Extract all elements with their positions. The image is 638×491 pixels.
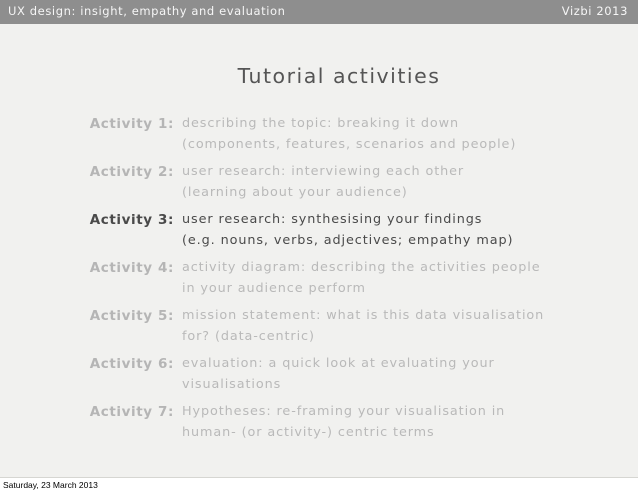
activity-label: Activity 3: xyxy=(89,212,174,228)
activity-description-line-1: user research: synthesising your findings xyxy=(182,212,483,227)
activity-label: Activity 7: xyxy=(89,404,174,420)
activity-description-line-1: user research: interviewing each other xyxy=(182,164,465,179)
slide-title: Tutorial activities xyxy=(237,64,441,88)
activity-label: Activity 4: xyxy=(89,260,174,276)
activity-label: Activity 6: xyxy=(89,356,174,372)
activity-description-line-1: activity diagram: describing the activities people xyxy=(182,260,541,275)
header-event-name: Vizbi 2013 xyxy=(561,4,628,18)
activity-description-line-1: describing the topic: breaking it down xyxy=(182,116,459,131)
header-bar xyxy=(0,0,638,24)
activity-description-line-2: in your audience perform xyxy=(182,281,366,296)
activity-description-line-1: mission statement: what is this data visualisation xyxy=(182,308,545,323)
activity-description-line-1: evaluation: a quick look at evaluating your xyxy=(182,356,495,371)
activity-label: Activity 5: xyxy=(89,308,174,324)
activity-description-line-2: (components, features, scenarios and people) xyxy=(182,137,517,152)
activity-label: Activity 1: xyxy=(89,116,174,132)
activity-item-2 xyxy=(0,164,638,212)
header-course-title: UX design: insight, empathy and evaluation xyxy=(8,4,286,18)
activity-description-line-2: (e.g. nouns, verbs, adjectives; empathy map) xyxy=(182,233,514,248)
activity-item-7 xyxy=(0,404,638,452)
activity-description-line-2: visualisations xyxy=(182,377,282,392)
activity-description-line-2: (learning about your audience) xyxy=(182,185,408,200)
activity-item-1 xyxy=(0,116,638,164)
activity-item-6 xyxy=(0,356,638,404)
activity-item-3 xyxy=(0,212,638,260)
activity-label: Activity 2: xyxy=(89,164,174,180)
activity-description-line-1: Hypotheses: re-framing your visualisation in xyxy=(182,404,506,419)
activity-item-5 xyxy=(0,308,638,356)
activity-description-line-2: for? (data-centric) xyxy=(182,329,315,344)
activity-item-4 xyxy=(0,260,638,308)
activity-description-line-2: human- (or activity-) centric terms xyxy=(182,425,435,440)
footer-date: Saturday, 23 March 2013 xyxy=(3,480,98,490)
